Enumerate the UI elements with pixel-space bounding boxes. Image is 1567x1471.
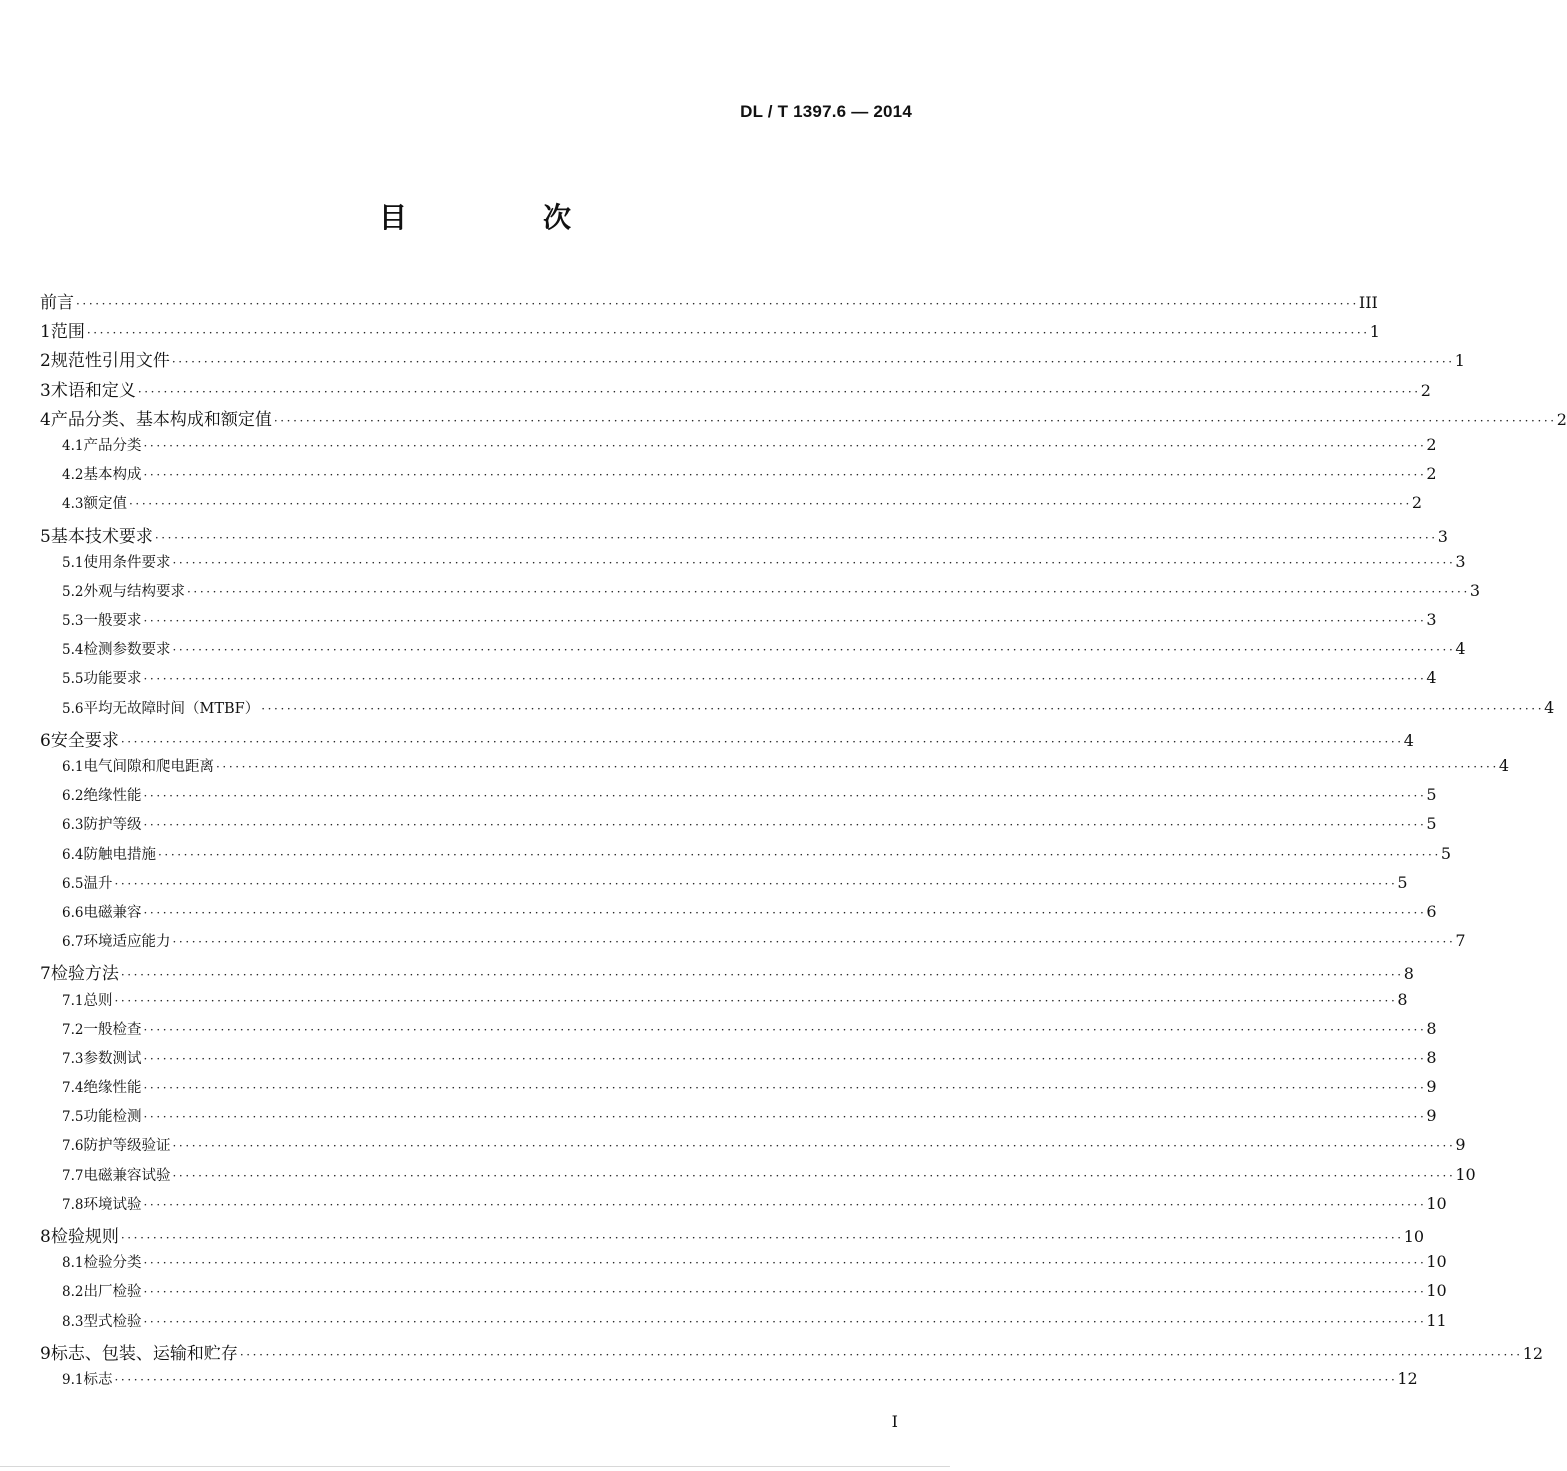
toc-entry[interactable] — [62, 609, 1437, 638]
toc-entry-label: 功能要求 — [83, 671, 142, 688]
toc-entry-label: 规范性引用文件 — [50, 351, 170, 372]
toc-entry-number: 5 — [40, 526, 51, 547]
dot-leader: ········································································································································································································ — [154, 530, 1438, 545]
toc-entry-number: 5.1 — [62, 554, 84, 571]
toc-entry-label: 防护等级 — [83, 817, 142, 834]
toc-entry-page: 5 — [1426, 814, 1437, 834]
toc-entry-label: 温升 — [83, 875, 113, 892]
toc-entry-number: 5.4 — [62, 642, 84, 659]
toc-entry[interactable] — [62, 551, 1466, 580]
toc-entry-page: 1 — [1454, 351, 1465, 371]
toc-entry-label: 型式检验 — [83, 1313, 142, 1330]
toc-entry[interactable] — [40, 1339, 1544, 1368]
toc-entry-page: 9 — [1455, 1135, 1466, 1155]
toc-entry-page: 2 — [1411, 493, 1423, 513]
toc-entry-number: 4 — [40, 409, 51, 430]
toc-entry-page: 10 — [1426, 1252, 1447, 1272]
toc-entry-number: 3 — [40, 380, 51, 401]
dot-leader: ········································································································································································································ — [143, 818, 1427, 833]
toc-entry[interactable] — [40, 376, 1431, 405]
dot-leader: ········································································································································································································ — [143, 1110, 1427, 1125]
standard-code: DL / T 1397.6 — 2014 — [740, 102, 912, 121]
toc-entry[interactable] — [40, 1222, 1425, 1251]
toc-entry[interactable] — [62, 901, 1437, 930]
toc-entry-number: 6.4 — [62, 846, 84, 863]
toc-entry[interactable] — [40, 405, 1567, 434]
toc-entry[interactable] — [62, 638, 1466, 667]
toc-entry-number: 5.6 — [62, 700, 84, 717]
toc-entry-number: 8.2 — [62, 1284, 84, 1301]
dot-leader: ········································································································································································································ — [143, 438, 1427, 453]
toc-entry-label: 额定值 — [83, 496, 127, 513]
toc-entry-number: 5.2 — [62, 583, 84, 600]
toc-entry-label: 绝缘性能 — [83, 1080, 142, 1097]
toc-entry-page: 10 — [1426, 1281, 1447, 1301]
toc-entry[interactable] — [62, 434, 1437, 463]
toc-entry-number: 7.1 — [62, 992, 84, 1009]
toc-entry-label: 总则 — [83, 992, 113, 1009]
toc-entry-label: 检测参数要求 — [83, 642, 171, 659]
toc-entry-number: 5.3 — [62, 613, 84, 630]
toc-entry-page: 10 — [1403, 1227, 1425, 1246]
toc-entry-label: 基本构成 — [83, 467, 142, 484]
toc-entry-label: 术语和定义 — [50, 380, 136, 401]
dot-leader: ········································································································································································································ — [143, 789, 1427, 804]
toc-entry-page: 9 — [1426, 1077, 1437, 1097]
toc-entry-label: 检验规则 — [50, 1227, 119, 1247]
toc-entry-page: 8 — [1397, 989, 1408, 1009]
toc-entry-number: 6.1 — [62, 759, 84, 775]
toc-entry-page: 5 — [1397, 872, 1408, 892]
toc-entry-page: 2 — [1556, 409, 1567, 429]
dot-leader: ········································································································································································································ — [172, 555, 1456, 570]
toc-entry-page: 11 — [1426, 1310, 1447, 1330]
toc-entry-number: 1 — [40, 322, 51, 343]
toc-entry-label: 产品分类、基本构成和额定值 — [50, 409, 272, 430]
toc-entry-label: 标志、包装、运输和贮存 — [50, 1343, 238, 1364]
dot-leader: ········································································································································································································ — [239, 1347, 1523, 1362]
toc-entry[interactable] — [62, 930, 1466, 959]
toc-entry-number: 6 — [40, 730, 51, 751]
dot-leader: ········································································································································································································ — [143, 1197, 1427, 1212]
toc-entry-number: 6.2 — [62, 788, 84, 805]
toc-entry-number: 7.5 — [62, 1109, 84, 1126]
toc-entry-page: III — [1358, 293, 1378, 312]
toc-entry-label: 检验方法 — [50, 964, 119, 985]
dot-leader: ········································································································································································································ — [76, 297, 1359, 311]
toc-entry-number: 4.3 — [62, 496, 84, 513]
toc-entry[interactable] — [62, 697, 1555, 726]
toc-entry-number: 9.1 — [62, 1371, 84, 1388]
dot-leader: ········································································································································································································ — [157, 847, 1441, 862]
dot-leader: ········································································································································································································ — [114, 993, 1398, 1008]
dot-leader: ········································································································································································································ — [172, 935, 1456, 950]
dot-leader: ········································································································································································································ — [172, 1168, 1456, 1183]
toc-entry-label: 范围 — [50, 322, 85, 343]
dot-leader: ········································································································································································································ — [261, 701, 1545, 716]
toc-entry[interactable] — [62, 1076, 1437, 1105]
toc-entry[interactable] — [40, 959, 1414, 988]
toc-entry-page: 10 — [1455, 1164, 1476, 1184]
dot-leader: ········································································································································································································ — [143, 672, 1427, 687]
toc-entry-page: 4 — [1498, 756, 1510, 775]
toc-entry-page: 5 — [1426, 785, 1437, 805]
toc-entry-label: 电磁兼容试验 — [83, 1167, 171, 1184]
toc-entry[interactable] — [40, 726, 1414, 755]
toc-entry-number: 5.5 — [62, 671, 84, 688]
toc-entry-number: 6.6 — [62, 904, 84, 921]
toc-entry[interactable] — [62, 1134, 1466, 1163]
toc-entry-page: 8 — [1403, 964, 1414, 984]
toc-entry-page: 4 — [1426, 668, 1437, 688]
toc-entry-page: 4 — [1403, 730, 1414, 750]
dot-leader: ········································································································································································································ — [143, 1051, 1427, 1066]
toc-entry[interactable] — [40, 317, 1380, 346]
dot-leader: ········································································································································································································ — [143, 1081, 1427, 1096]
toc-entry-page: 8 — [1426, 1047, 1437, 1067]
toc-entry[interactable] — [62, 492, 1423, 521]
toc-entry-page: 8 — [1426, 1018, 1437, 1038]
toc-entry-number: 4.1 — [62, 437, 84, 454]
toc-entry-label: 检验分类 — [83, 1255, 142, 1272]
toc-entry[interactable] — [62, 580, 1481, 609]
dot-leader: ········································································································································································································ — [137, 384, 1421, 399]
toc-entry[interactable] — [62, 755, 1510, 784]
dot-leader: ········································································································································································································ — [143, 1285, 1427, 1300]
toc-entry-number: 6.5 — [62, 875, 84, 892]
toc-entry[interactable] — [40, 288, 1378, 317]
toc-entry-number: 6.3 — [62, 817, 84, 834]
toc-entry[interactable] — [62, 1368, 1418, 1397]
toc-entry[interactable] — [62, 989, 1408, 1018]
toc-entry-number: 7.8 — [62, 1196, 84, 1213]
toc-entry[interactable] — [62, 1280, 1447, 1309]
toc-entry[interactable] — [62, 872, 1408, 901]
dot-leader: ········································································································································································································ — [120, 734, 1404, 749]
toc-entry[interactable] — [40, 522, 1448, 551]
toc-entry-page: 12 — [1522, 1343, 1544, 1363]
toc-entry-page: 6 — [1426, 901, 1437, 921]
toc-entry-label: 出厂检验 — [83, 1284, 142, 1301]
toc-entry-label: 防护等级验证 — [83, 1138, 171, 1155]
toc-entry-page: 2 — [1420, 380, 1431, 400]
toc-entry-number: 8.3 — [62, 1313, 84, 1330]
toc-entry-page: 3 — [1437, 526, 1448, 546]
toc-entry-label: 环境适应能力 — [83, 934, 171, 951]
toc-entry-page: 12 — [1397, 1368, 1418, 1388]
toc-entry-page: 10 — [1426, 1193, 1447, 1213]
toc-entry-label: 一般要求 — [83, 613, 142, 630]
toc-entry-number: 6.7 — [62, 934, 84, 951]
toc-entry[interactable] — [40, 346, 1465, 375]
toc-entry[interactable] — [62, 1193, 1447, 1222]
toc-entry[interactable] — [62, 1310, 1447, 1339]
dot-leader: ········································································································································································································ — [143, 614, 1427, 629]
dot-leader: ········································································································································································································ — [143, 1314, 1427, 1329]
page-number: I — [891, 1412, 898, 1431]
dot-leader: ········································································································································································································ — [273, 413, 1557, 428]
toc-entry[interactable] — [62, 1164, 1476, 1193]
toc-entry-label: 防触电措施 — [83, 846, 156, 863]
toc-entry-number: 2 — [40, 351, 51, 372]
toc-entry-label: 一般检查 — [83, 1021, 142, 1038]
dot-leader: ········································································································································································································ — [143, 1022, 1427, 1037]
bottom-divider — [0, 1466, 950, 1467]
dot-leader: ········································································································································································································ — [215, 760, 1499, 774]
page-title: 目 次 — [378, 201, 625, 234]
dot-leader: ········································································································································································································ — [120, 1231, 1404, 1245]
toc-entry[interactable] — [62, 813, 1437, 842]
toc-entry[interactable] — [62, 463, 1437, 492]
toc-entry-page: 7 — [1455, 931, 1466, 951]
toc-entry-label: 环境试验 — [83, 1196, 142, 1213]
dot-leader: ········································································································································································································ — [171, 355, 1455, 370]
dot-leader: ········································································································································································································ — [186, 584, 1470, 599]
toc-entry-page: 4 — [1544, 697, 1555, 717]
toc-entry-number: 7.2 — [62, 1021, 84, 1038]
toc-entry-page: 3 — [1426, 610, 1437, 630]
toc-entry-label: 标志 — [83, 1371, 113, 1388]
dot-leader: ········································································································································································································ — [172, 643, 1456, 658]
toc-entry-number: 7.7 — [62, 1167, 84, 1184]
toc-entry-page: 5 — [1440, 843, 1452, 863]
toc-entry-label: 前言 — [40, 293, 74, 313]
dot-leader: ········································································································································································································ — [114, 876, 1398, 891]
toc-entry-label: 参数测试 — [83, 1050, 142, 1067]
toc-entry[interactable] — [62, 1047, 1437, 1076]
toc-entry[interactable] — [62, 1251, 1447, 1280]
toc-entry[interactable] — [62, 667, 1437, 696]
toc-entry-number: 7.4 — [62, 1080, 84, 1097]
dot-leader: ········································································································································································································ — [114, 1372, 1398, 1387]
dot-leader: ········································································································································································································ — [128, 497, 1412, 512]
dot-leader: ········································································································································································································ — [172, 1139, 1456, 1154]
toc-entry-page: 2 — [1426, 464, 1437, 484]
toc-entry-page: 9 — [1426, 1106, 1437, 1126]
dot-leader: ········································································································································································································ — [143, 905, 1427, 920]
toc-entry-number: 7.6 — [62, 1138, 84, 1155]
toc-entry[interactable] — [62, 843, 1452, 872]
toc-entry-number: 8.1 — [62, 1255, 84, 1272]
toc-entry-page: 3 — [1455, 551, 1466, 571]
toc-entry[interactable] — [62, 1105, 1437, 1134]
toc-entry-number: 4.2 — [62, 467, 84, 484]
toc-entry-label: 使用条件要求 — [83, 554, 171, 571]
toc-entry-page: 3 — [1469, 580, 1481, 600]
toc-entry-label: 外观与结构要求 — [83, 583, 185, 600]
toc-entry-label: 安全要求 — [50, 730, 119, 751]
toc-entry-page: 4 — [1455, 639, 1466, 659]
toc-entry[interactable] — [62, 1018, 1437, 1047]
toc-entry-label: 功能检测 — [83, 1109, 142, 1126]
dot-leader: ········································································································································································································ — [143, 1256, 1427, 1271]
toc-entry-page: 1 — [1369, 322, 1380, 342]
toc-entry-page: 2 — [1426, 434, 1437, 454]
dot-leader: ········································································································································································································ — [86, 326, 1370, 341]
toc-entry-label: 电磁兼容 — [83, 904, 142, 921]
table-of-contents — [0, 288, 1567, 1397]
dot-leader: ········································································································································································································ — [120, 968, 1404, 983]
toc-entry-label: 基本技术要求 — [50, 526, 153, 547]
toc-entry-label: 绝缘性能 — [83, 788, 142, 805]
toc-entry-number: 9 — [40, 1343, 51, 1364]
toc-entry-number: 8 — [40, 1227, 51, 1247]
toc-entry[interactable] — [62, 784, 1437, 813]
toc-entry-label: 电气间隙和爬电距离 — [83, 759, 214, 775]
toc-entry-label: 产品分类 — [83, 437, 142, 454]
toc-entry-number: 7.3 — [62, 1050, 84, 1067]
dot-leader: ········································································································································································································ — [143, 468, 1427, 483]
toc-entry-label: 平均无故障时间（MTBF） — [83, 700, 260, 717]
toc-entry-number: 7 — [40, 964, 51, 985]
